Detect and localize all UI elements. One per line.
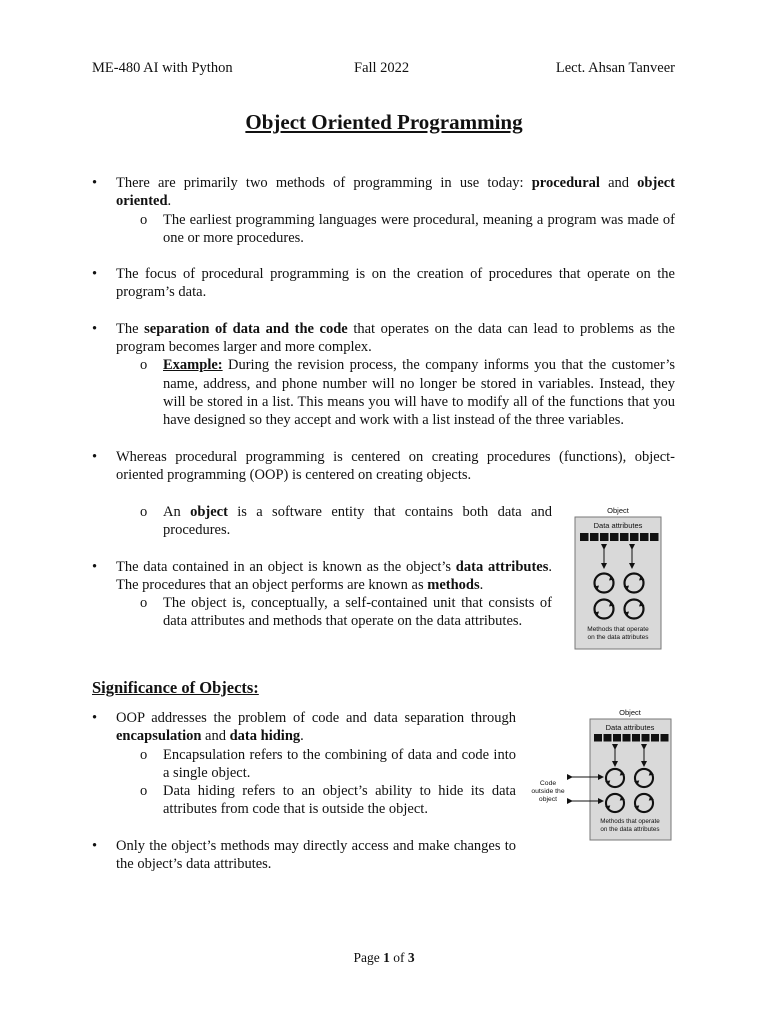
- bullet-separation: • The separation of data and the code that operates on the data can lead to problems as the program becomes larger and more complex.: [92, 320, 675, 357]
- section-significance: [92, 709, 516, 873]
- code-outside-label-line2: outside the: [531, 788, 565, 795]
- sub-bullet-data-hiding: o Data hiding refers to an object’s ability to hide its data attributes from code that is outside the object.: [92, 782, 516, 819]
- sub-bullet-procedural: o The earliest programming languages were procedural, meaning a program was made of one or more procedures.: [92, 211, 675, 248]
- code-outside-label-line3: object: [538, 796, 558, 803]
- data-attributes-label: Data attributes: [593, 521, 643, 530]
- bullet-methods-access: • Only the object’s methods may directly access and make changes to the object’s data attributes.: [92, 837, 516, 874]
- bullet-data-attributes: • The data contained in an object is known as the object’s data attributes. The procedures that an object performs are known as methods.: [92, 558, 552, 595]
- header-term: Fall 2022: [354, 60, 410, 76]
- object-diagram-data-hiding: [528, 707, 674, 842]
- bullet-oop: • Whereas procedural programming is centered on creating procedures (functions), object-oriented programming (OOP) is centered on creating objects.: [92, 448, 675, 485]
- figure-caption: Object: [607, 506, 629, 515]
- methods-label-line1: Methods that operate: [587, 626, 649, 633]
- data-attributes-label: Data attributes: [605, 723, 655, 732]
- header-course: ME-480 AI with Python: [92, 60, 233, 76]
- section-intro: [92, 174, 675, 484]
- bullet-encapsulation: • OOP addresses the problem of code and data separation through encapsulation and data hiding.: [92, 709, 516, 746]
- sub-bullet-object: o An object is a software entity that contains both data and procedures.: [92, 503, 552, 540]
- section-object: [92, 503, 552, 631]
- sub-bullet-example: o Example: During the revision process, the company informs you that the customer’s name, address, and phone number will no longer be stored in variables. Instead, they will be stored in a list. This means you will have to modify all of the functions that you have designed so they accept and work with a list instead of the three variables.: [92, 356, 675, 429]
- bullet-procedural-focus: • The focus of procedural programming is on the creation of procedures that operate on the program’s data.: [92, 265, 675, 302]
- code-outside-label-line1: Code: [539, 780, 557, 787]
- header-instructor: Lect. Ahsan Tanveer: [555, 60, 675, 76]
- object-diagram: [574, 505, 662, 650]
- bullet-methods: • There are primarily two methods of programming in use today: procedural and object oriented.: [92, 174, 675, 211]
- sub-bullet-self-contained: o The object is, conceptually, a self-contained unit that consists of data attributes and methods that operate on the data attributes.: [92, 594, 552, 631]
- methods-label-line2: on the data attributes: [600, 826, 660, 833]
- methods-label-line2: on the data attributes: [587, 634, 649, 641]
- methods-label-line1: Methods that operate: [600, 818, 660, 825]
- section-heading-significance: Significance of Objects:: [92, 678, 259, 697]
- sub-bullet-encapsulation: o Encapsulation refers to the combining of data and code into a single object.: [92, 746, 516, 783]
- figure-caption: Object: [619, 708, 641, 717]
- page-title: Object Oriented Programming: [245, 110, 523, 134]
- page-number: Page 1 of 3: [353, 950, 415, 965]
